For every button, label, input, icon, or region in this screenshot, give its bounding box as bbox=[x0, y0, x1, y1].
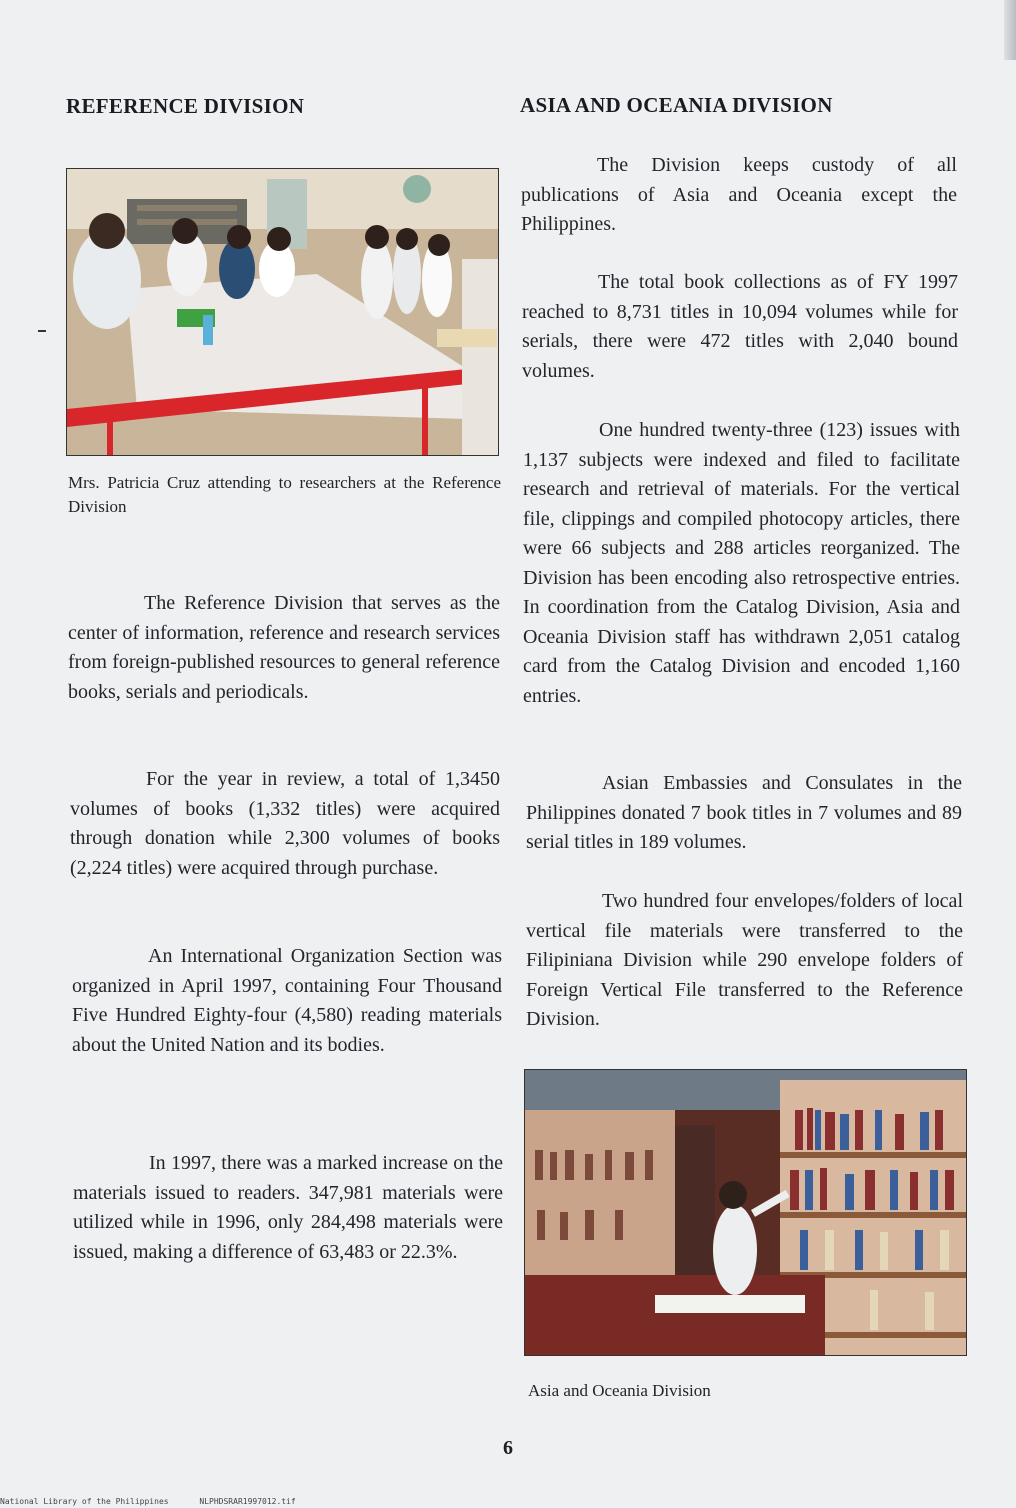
reference-paragraph: The Reference Division that serves as the center of information, reference and research services from foreign-published resources to general reference books, serials and periodicals. bbox=[68, 592, 500, 703]
reference-paragraph-2-block bbox=[70, 765, 500, 883]
asia-paragraph-5-block bbox=[526, 887, 963, 1035]
reference-paragraph-3-block bbox=[72, 942, 502, 1060]
library-bookshelves-photo bbox=[524, 1069, 967, 1356]
reference-photo-caption: Mrs. Patricia Cruz attending to researchers at the Reference Division bbox=[68, 473, 501, 516]
asia-oceania-heading: ASIA AND OCEANIA DIVISION bbox=[520, 93, 833, 117]
asia-photo-caption: Asia and Oceania Division bbox=[528, 1381, 711, 1400]
page-number: 6 bbox=[503, 1437, 513, 1459]
asia-paragraph: Asian Embassies and Consulates in the Philippines donated 7 book titles in 7 volumes and 89 serial titles in 189 volumes. bbox=[526, 772, 962, 853]
reference-paragraph-4-block bbox=[73, 1149, 503, 1267]
asia-paragraph: One hundred twenty-three (123) issues with 1,137 subjects were indexed and filed to facilitate research and retrieval of materials. For the vertical file, clippings and compiled photocopy articles, there were 66 subjects and 288 articles reorganized. The Division has been encoding also retrospective entries. In coordination from the Catalog Division, Asia and Oceania Division staff has withdrawn 2,051 catalog card from the Catalog Division and encoded 1,160 entries. bbox=[523, 419, 960, 707]
reference-paragraph: In 1997, there was a marked increase on the materials issued to readers. 347,981 materials were utilized while in 1996, only 284,498 materials were issued, making a difference of 63,483 or 22.3%. bbox=[73, 1152, 503, 1263]
reference-division-heading: REFERENCE DIVISION bbox=[66, 94, 305, 118]
asia-paragraph-2-block bbox=[522, 268, 958, 386]
asia-paragraph-3-block bbox=[523, 416, 960, 711]
reference-paragraph: An International Organization Section was organized in April 1997, containing Four Thousand Five Hundred Eighty-four (4,580) reading materials about the United Nation and its bodies. bbox=[72, 945, 502, 1056]
asia-paragraph: Two hundred four envelopes/folders of local vertical file materials were transferred to the Filipiniana Division while 290 envelope folders of Foreign Vertical File transferred to the Reference Division. bbox=[526, 890, 963, 1030]
margin-mark bbox=[38, 330, 46, 332]
page-edge-shadow bbox=[1004, 0, 1016, 60]
footer-source: National Library of the Philippines bbox=[0, 1497, 169, 1506]
footer-file: NLPHDSRAR1997012.tif bbox=[199, 1497, 296, 1506]
scan-footer bbox=[0, 1497, 400, 1506]
bookshelves-illustration bbox=[525, 1070, 966, 1355]
reference-paragraph-1-block bbox=[68, 589, 500, 707]
asia-paragraph: The total book collections as of FY 1997 reached to 8,731 titles in 10,094 volumes while for serials, there were 472 titles with 2,040 bound volumes. bbox=[522, 271, 958, 382]
reference-desk-illustration bbox=[67, 169, 498, 455]
reference-desk-photo bbox=[66, 168, 499, 456]
asia-paragraph: The Division keeps custody of all publications of Asia and Oceania except the Philippines. bbox=[521, 154, 957, 235]
reference-paragraph: For the year in review, a total of 1,3450 volumes of books (1,332 titles) were acquired through donation while 2,300 volumes of books (2,224 titles) were acquired through purchase. bbox=[70, 768, 500, 879]
asia-paragraph-1-block bbox=[521, 151, 957, 240]
asia-paragraph-4-block bbox=[526, 769, 962, 858]
